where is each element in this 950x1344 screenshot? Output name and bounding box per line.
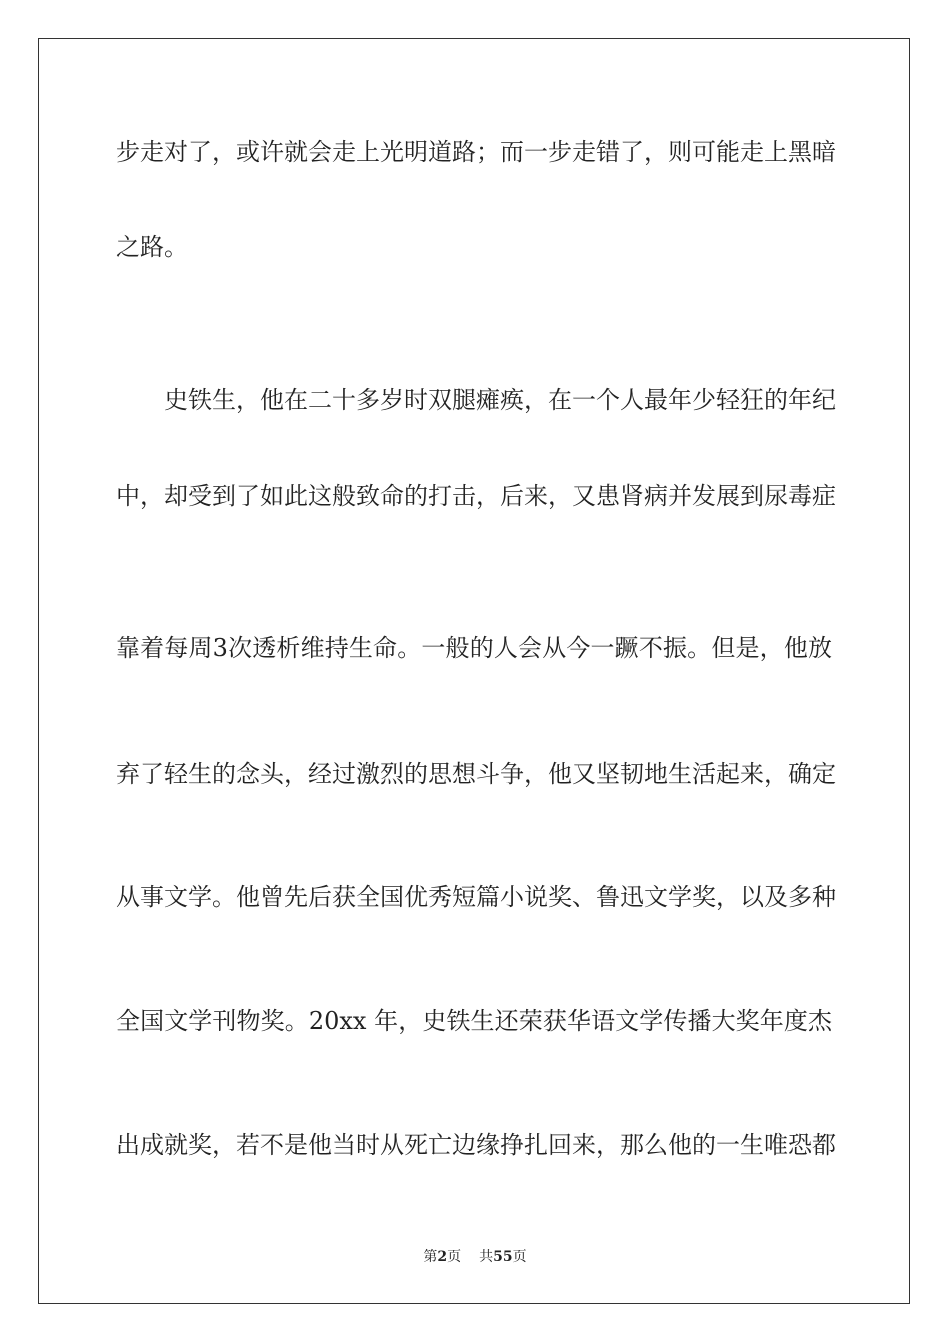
- text-line: 从事文学。他曾先后获全国优秀短篇小说奖、鲁迅文学奖，以及多种: [116, 883, 836, 911]
- page-prefix: 第: [423, 1249, 438, 1265]
- page-border: [38, 38, 910, 1304]
- text-line: 弃了轻生的念头，经过激烈的思想斗争，他又坚韧地生活起来，确定: [116, 760, 836, 788]
- text-line: 之路。: [116, 233, 188, 261]
- text-line: 靠着每周3次透析维持生命。一般的人会从今一蹶不振。但是，他放: [116, 634, 832, 662]
- total-suffix: 页: [512, 1249, 527, 1265]
- total-prefix: 共: [479, 1249, 494, 1265]
- text-line: 中，却受到了如此这般致命的打击，后来，又患肾病并发展到尿毒症: [116, 482, 836, 510]
- text-line: 步走对了，或许就会走上光明道路；而一步走错了，则可能走上黑暗: [116, 138, 836, 166]
- page-footer: [0, 1248, 950, 1266]
- total-pages: 55: [493, 1249, 513, 1265]
- text-line: 出成就奖，若不是他当时从死亡边缘挣扎回来，那么他的一生唯恐都: [116, 1131, 836, 1159]
- page-suffix: 页: [447, 1249, 462, 1265]
- paragraph-first-line: 史铁生，他在二十多岁时双腿瘫痪，在一个人最年少轻狂的年纪: [164, 386, 836, 414]
- text-line: 全国文学刊物奖。20xx 年，史铁生还荣获华语文学传播大奖年度杰: [116, 1007, 832, 1035]
- page-number: 2: [437, 1249, 448, 1265]
